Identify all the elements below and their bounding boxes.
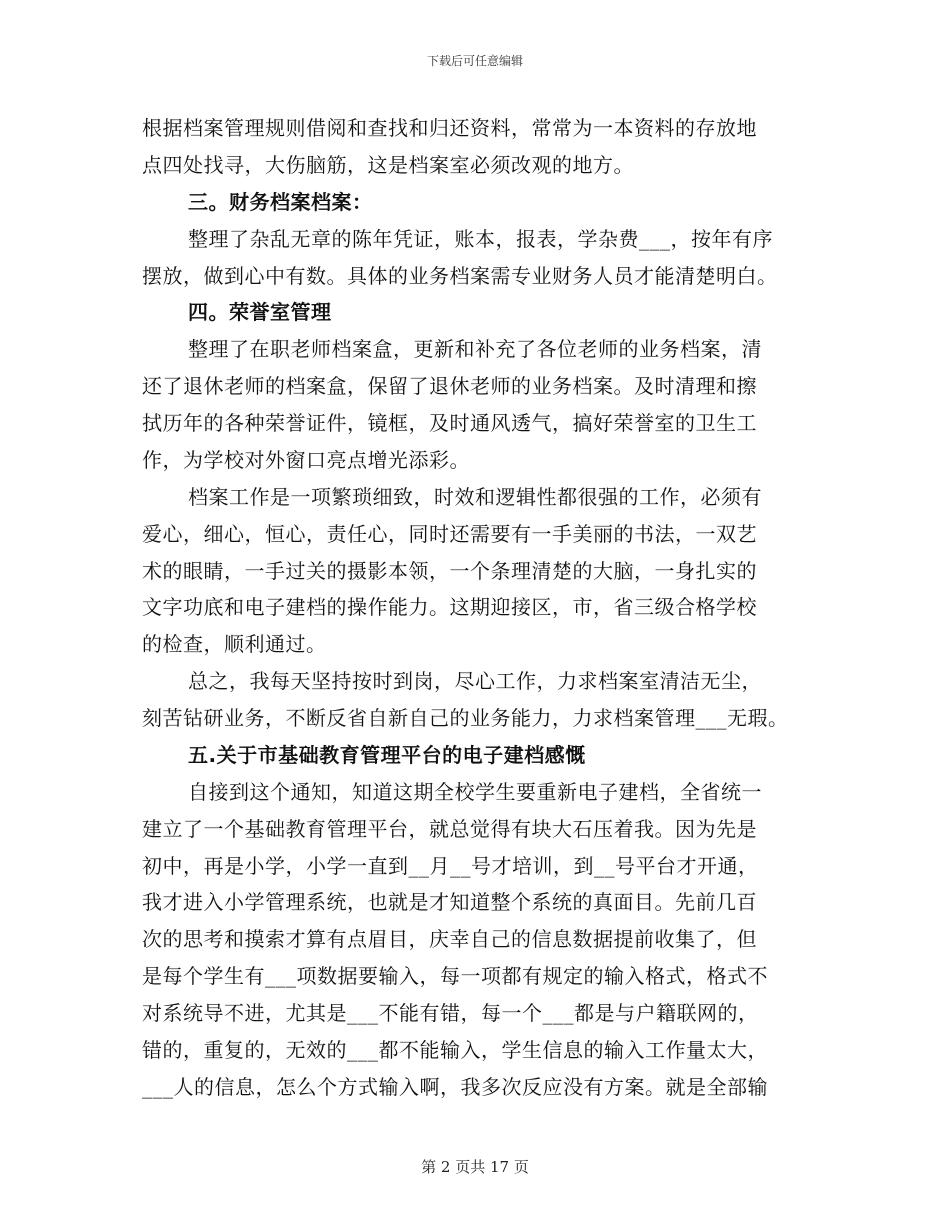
body-line: 刻苦钻研业务，不断反省自新自己的业务能力，力求档案管理___无瑕。 [142,706,789,730]
body-line: ___人的信息，怎么个方式输入啊，我多次反应没有方案。就是全部输 [142,1075,768,1099]
body-line: 我才进入小学管理系统，也就是才知道整个系统的真面目。先前几百 [142,890,757,914]
body-line: 错的，重复的，无效的___都不能输入，学生信息的输入工作量太大， [142,1038,768,1062]
body-line: 整理了杂乱无章的陈年凭证，账本，报表，学杂费___，按年有序 [188,227,773,251]
body-line: 摆放，做到心中有数。具体的业务档案需专业财务人员才能清楚明白。 [142,264,778,288]
body-line: 整理了在职老师档案盒，更新和补充了各位老师的业务档案，清 [188,337,762,361]
body-line: 术的眼睛，一手过关的摄影本领，一个条理清楚的大脑，一身扎实的 [142,559,757,583]
body-line: 的检查，顺利通过。 [142,632,327,656]
body-line: 对系统导不进，尤其是___不能有错，每一个___都是与户籍联网的， [142,1001,759,1025]
page-footer: 第 2 页共 17 页 [421,1158,529,1176]
body-line: 建立了一个基础教育管理平台，就总觉得有块大石压着我。因为先是 [142,817,757,841]
body-line: 根据档案管理规则借阅和查找和归还资料，常常为一本资料的存放地 [142,116,757,140]
section-heading: 三。财务档案档案： [188,190,373,214]
body-line: 总之，我每天坚持按时到岗，尽心工作，力求档案室清洁无尘， [188,669,762,693]
body-line: 次的思考和摸索才算有点眉目，庆幸自己的信息数据提前收集了，但 [142,927,757,951]
body-line: 拭历年的各种荣誉证件，镜框，及时通风透气，搞好荣誉室的卫生工 [142,411,757,435]
page-header: 下载后可任意编辑 [426,54,523,68]
body-line: 档案工作是一项繁琐细致，时效和逻辑性都很强的工作，必须有 [188,485,762,509]
body-line: 作，为学校对外窗口亮点增光添彩。 [142,448,470,472]
body-line: 初中，再是小学，小学一直到__月__号才培训，到__号平台才开通， [142,854,759,878]
section-heading: 五.关于市基础教育管理平台的电子建档感慨 [188,743,586,767]
body-line: 自接到这个通知，知道这期全校学生要重新电子建档，全省统一 [188,780,762,804]
body-line: 是每个学生有___项数据要输入，每一项都有规定的输入格式，格式不 [142,964,768,988]
body-line: 还了退休老师的档案盒，保留了退休老师的业务档案。及时清理和擦 [142,374,757,398]
body-line: 文字功底和电子建档的操作能力。这期迎接区，市，省三级合格学校 [142,595,757,619]
body-line: 爱心，细心，恒心，责任心，同时还需要有一手美丽的书法，一双艺 [142,522,757,546]
body-line: 点四处找寻，大伤脑筋，这是档案室必须改观的地方。 [142,153,634,177]
section-heading: 四。荣誉室管理 [188,300,332,324]
